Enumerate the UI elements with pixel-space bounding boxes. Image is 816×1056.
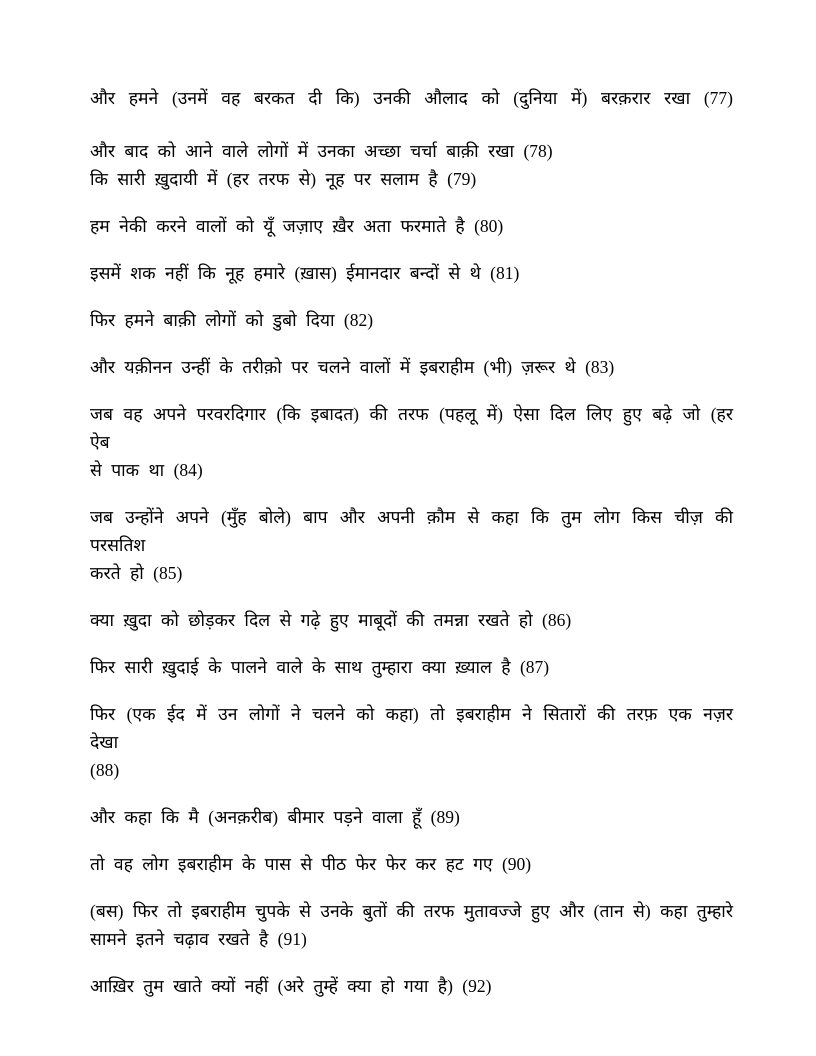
verse-91-line-2: सामने इतने चढ़ाव रखते है (91): [90, 929, 307, 949]
verse-85-line-2: करते हो (85): [90, 563, 183, 583]
verse-80-line-1: हम नेकी करने वालों को यूँ जज़ाए ख़ैर अता फरमाते है (80): [90, 216, 504, 236]
verse-86-line-1: क्या ख़ुदा को छोड़कर दिल से गढ़े हुए माबूदों की तमन्ना रखते हो (86): [90, 610, 572, 630]
verse-86: [90, 606, 733, 634]
verse-81-line-1: इसमें शक नहीं कि नूह हमारे (ख़ास) ईमानदार बन्दों से थे (81): [90, 263, 520, 283]
verse-77: [90, 84, 733, 112]
verse-92-line-1: आख़िर तुम खाते क्यों नहीं (अरे तुम्हें क्या हो गया है) (92): [90, 976, 492, 996]
verse-80: [90, 212, 733, 240]
verse-81: [90, 259, 733, 287]
verse-88-line-2: (88): [90, 760, 120, 780]
verse-78-79: [90, 137, 733, 193]
verse-78-line-1: और बाद को आने वाले लोगों में उनका अच्छा चर्चा बाक़ी रखा (78): [90, 141, 553, 161]
verse-88-line-1: फिर (एक ईद में उन लोगों ने चलने को कहा) तो इबराहीम ने सितारों की तरफ़ एक नज़र देखा: [90, 704, 733, 752]
verse-83: [90, 353, 733, 381]
verse-91-line-1: (बस) फिर तो इबराहीम चुपके से उनके बुतों की तरफ मुतावज्जे हुए और (तान से) कहा तुम्हारे: [90, 901, 733, 921]
verse-92: [90, 972, 733, 1000]
verse-84-line-1: जब वह अपने परवरदिगार (कि इबादत) की तरफ (पहलू में) ऐसा दिल लिए हुए बढ़े जो (हर ऐब: [90, 404, 733, 452]
verse-85-line-1: जब उन्होंने अपने (मुँह बोले) बाप और अपनी क़ौम से कहा कि तुम लोग किस चीज़ की परसतिश: [90, 507, 733, 555]
verse-91: [90, 897, 733, 953]
verse-82-line-1: फिर हमने बाक़ी लोगों को डुबो दिया (82): [90, 310, 374, 330]
verse-79-line-1: कि सारी ख़ुदायी में (हर तरफ से) नूह पर सलाम है (79): [90, 169, 477, 189]
verse-77-line-1: और हमने (उनमें वह बरकत दी कि) उनकी औलाद को (दुनिया में) बरक़रार रखा (77): [90, 88, 733, 108]
verse-84-line-2: से पाक था (84): [90, 460, 203, 480]
verse-90-line-1: तो वह लोग इबराहीम के पास से पीठ फेर फेर कर हट गए (90): [90, 854, 532, 874]
verse-87: [90, 653, 733, 681]
verse-87-line-1: फिर सारी ख़ुदाई के पालने वाले के साथ तुम्हारा क्या ख़्याल है (87): [90, 657, 550, 677]
verse-89: [90, 803, 733, 831]
verse-88: [90, 700, 733, 784]
verse-85: [90, 503, 733, 587]
verse-83-line-1: और यक़ीनन उन्हीं के तरीक़ो पर चलने वालों में इबराहीम (भी) ज़रूर थे (83): [90, 357, 615, 377]
verse-84: [90, 400, 733, 484]
verse-text-block: [90, 84, 733, 1019]
verse-89-line-1: और कहा कि मै (अनक़रीब) बीमार पड़ने वाला हूँ (89): [90, 807, 460, 827]
verse-90: [90, 850, 733, 878]
verse-82: [90, 306, 733, 334]
